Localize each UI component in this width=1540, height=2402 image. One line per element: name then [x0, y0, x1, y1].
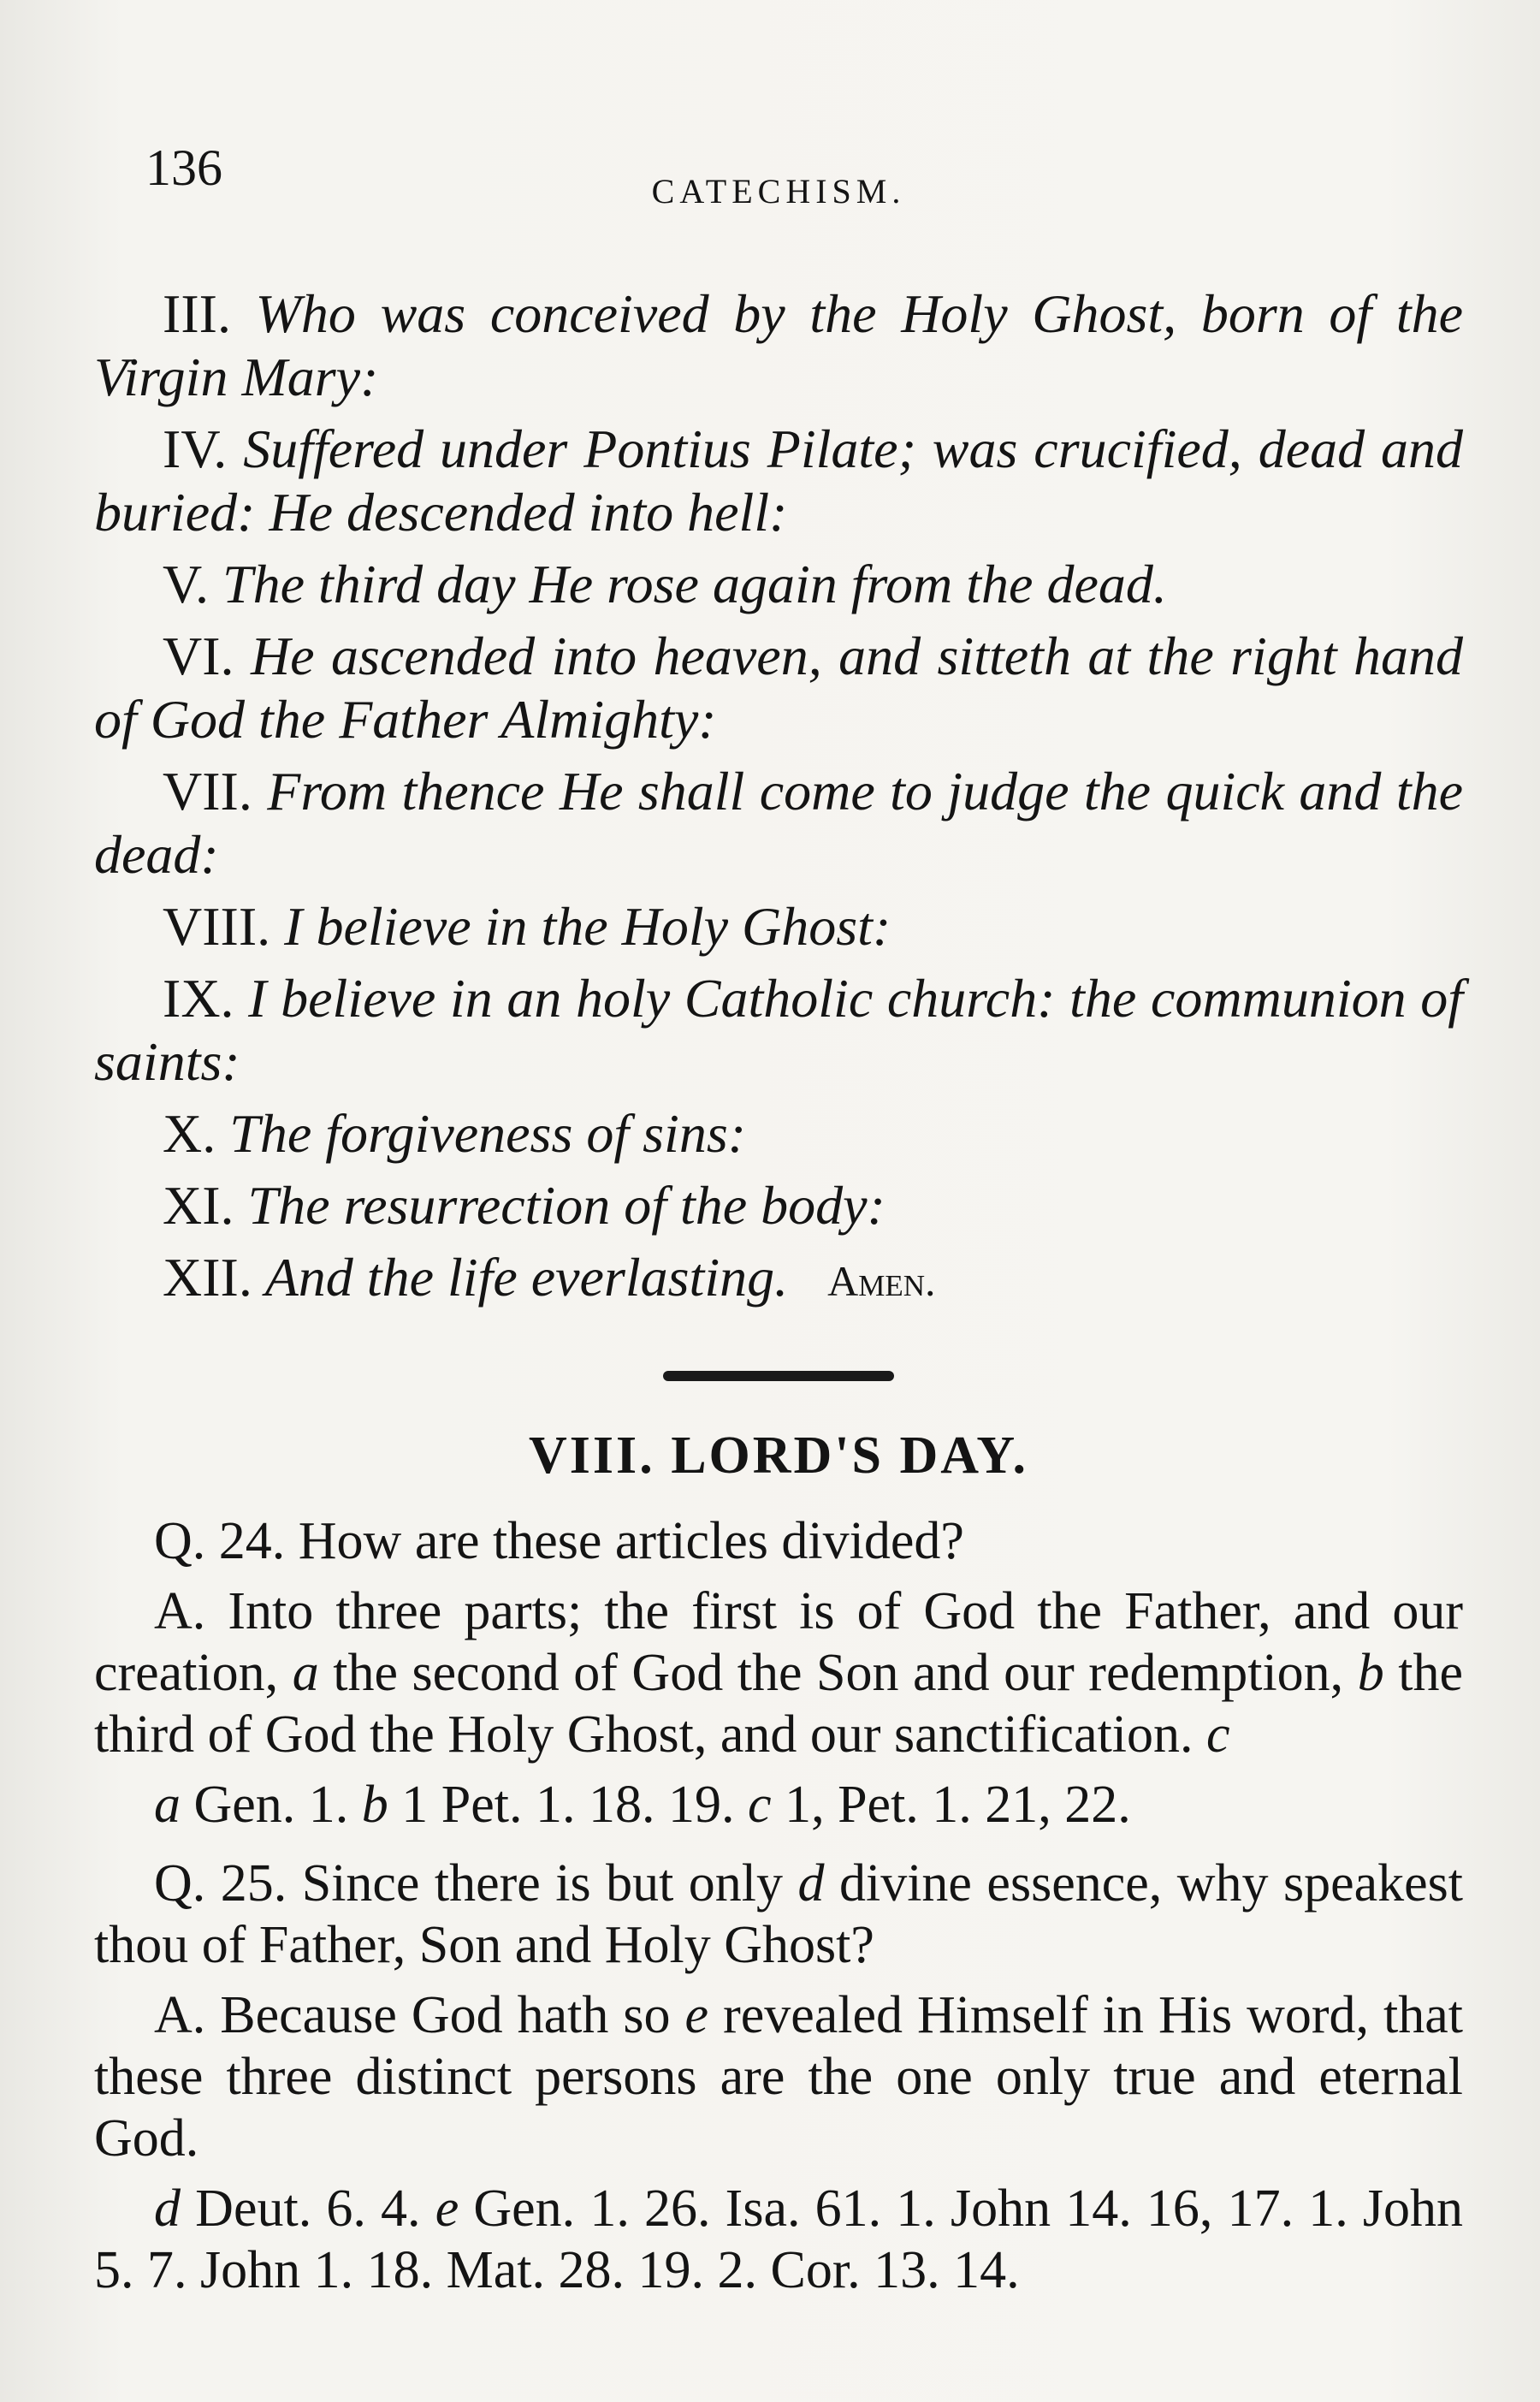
creed-article: XI. The resurrection of the body: [163, 1175, 886, 1236]
creed-article: VI. He ascended into heaven, and sitteth at the right hand of God the Father Almighty: [94, 626, 1463, 750]
page-number: 136 [145, 139, 222, 196]
creed-article: IX. I believe in an holy Catholic church: the communion of saints: [94, 968, 1464, 1092]
creed-articles [94, 282, 1463, 1313]
section-divider [663, 1371, 894, 1381]
running-head: CATECHISM. [651, 172, 906, 211]
answer-24: A. Into three parts; the first is of God the Father, and our creation, a the second of God the Son and our redemption, b the third of God the Holy Ghost, and our sanctification. c [94, 1582, 1464, 1764]
amen: Amen. [827, 1257, 936, 1305]
references-25: d Deut. 6. 4. e Gen. 1. 26. Isa. 61. 1. John 14. 16, 17. 1. John 5. 7. John 1. 18. Mat. 28. 19. 2. Cor. 13. 14. [94, 2180, 1464, 2299]
creed-article: VII. From thence He shall come to judge the quick and the dead: [94, 761, 1464, 885]
question-25: Q. 25. Since there is but only d divine essence, why speakest thou of Father, Son and Holy Ghost? [94, 1854, 1463, 1974]
catechism-qa [94, 1510, 1463, 2301]
page-header [94, 128, 1463, 222]
creed-article: V. The third day He rose again from the dead. [163, 554, 1167, 614]
question-24: Q. 24. How are these articles divided? [154, 1512, 964, 1570]
section-title: VIII. LORD'S DAY. [529, 1426, 1028, 1485]
answer-25: A. Because God hath so e revealed Himself in His word, that these three distinct persons are the one only true and eternal God. [94, 1986, 1464, 2168]
references-24: a Gen. 1. b 1 Pet. 1. 18. 19. c 1, Pet. 1. 21, 22. [154, 1776, 1131, 1834]
creed-article: X. The forgiveness of sins: [163, 1103, 747, 1164]
creed-article: IV. Suffered under Pontius Pilate; was crucified, dead and buried: He descended into hell: [94, 418, 1464, 543]
creed-article: III. Who was conceived by the Holy Ghost, born of the Virgin Mary: [94, 283, 1463, 407]
creed-article: VIII. I believe in the Holy Ghost: [163, 896, 891, 957]
creed-article: XII. And the life everlasting. Amen. [163, 1247, 936, 1308]
